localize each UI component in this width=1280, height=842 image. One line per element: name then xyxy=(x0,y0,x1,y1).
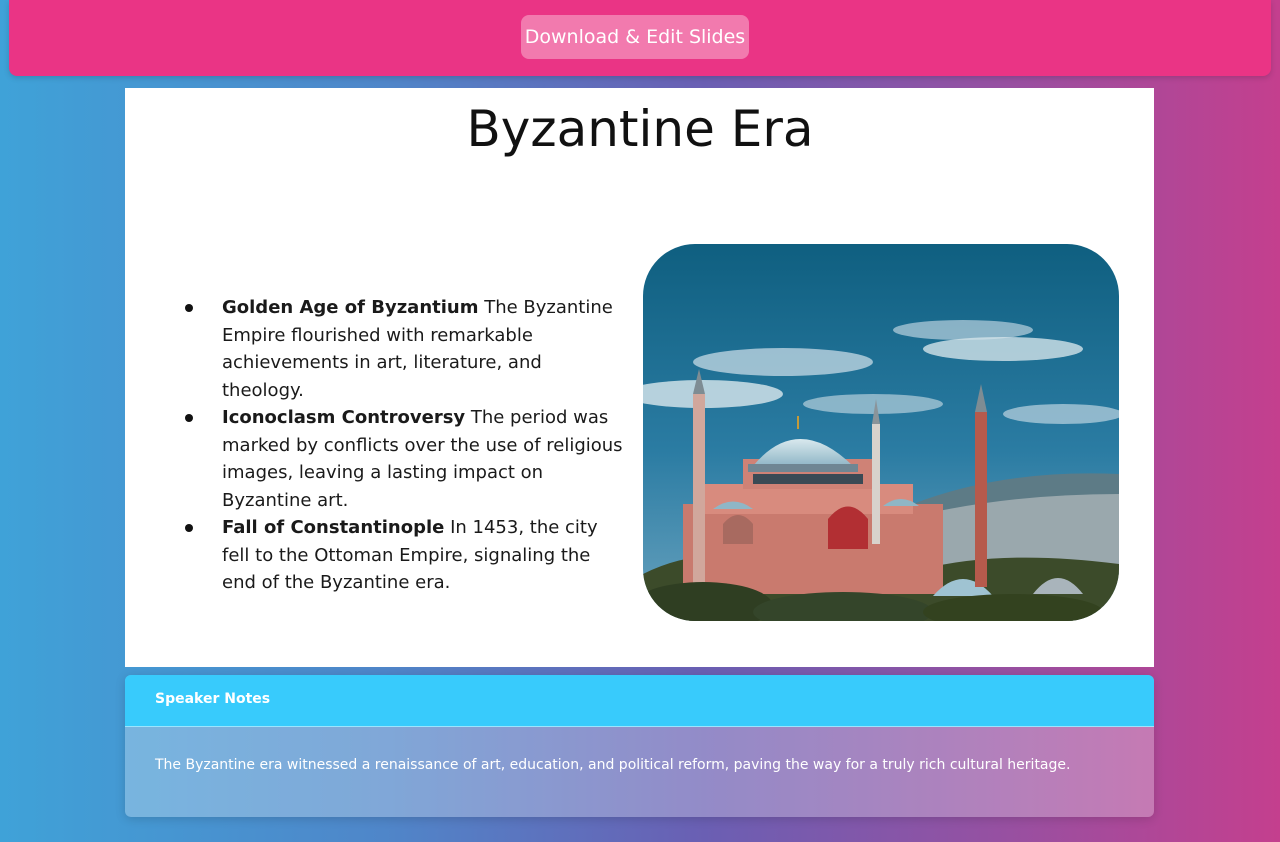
bullet-text: The Byzantine Empire flourished with remarkable achievements in art, literature, and theology. xyxy=(222,297,613,401)
bullet-item xyxy=(183,404,623,514)
bullet-item xyxy=(183,294,623,404)
speaker-notes-text: The Byzantine era witnessed a renaissance of art, education, and political reform, paving the way for a truly rich cultural heritage. xyxy=(155,757,1071,773)
speaker-notes-panel xyxy=(125,675,1154,817)
slide-title: Byzantine Era xyxy=(466,100,814,158)
hagia-sophia-photo-icon xyxy=(643,244,1119,621)
bullet-dot-icon xyxy=(185,304,193,312)
download-edit-slides-button[interactable]: Download & Edit Slides xyxy=(521,15,749,59)
bullet-text: In 1453, the city fell to the Ottoman Empire, signaling the end of the Byzantine era. xyxy=(222,517,598,593)
bullet-item xyxy=(183,514,623,597)
bullet-dot-icon xyxy=(185,524,193,532)
bullet-dot-icon xyxy=(185,414,193,422)
top-toolbar xyxy=(9,0,1271,76)
bullet-term: Fall of Constantinople xyxy=(222,517,445,538)
slide-bullet-list xyxy=(183,294,623,597)
hagia-sophia-image xyxy=(643,244,1119,621)
bullet-term: Iconoclasm Controversy xyxy=(222,407,466,428)
speaker-notes-header xyxy=(125,675,1154,727)
speaker-notes-title: Speaker Notes xyxy=(155,691,271,707)
bullet-text: The period was marked by conflicts over the use of religious images, leaving a lasting impact on Byzantine art. xyxy=(222,407,623,511)
bullet-term: Golden Age of Byzantium xyxy=(222,297,479,318)
